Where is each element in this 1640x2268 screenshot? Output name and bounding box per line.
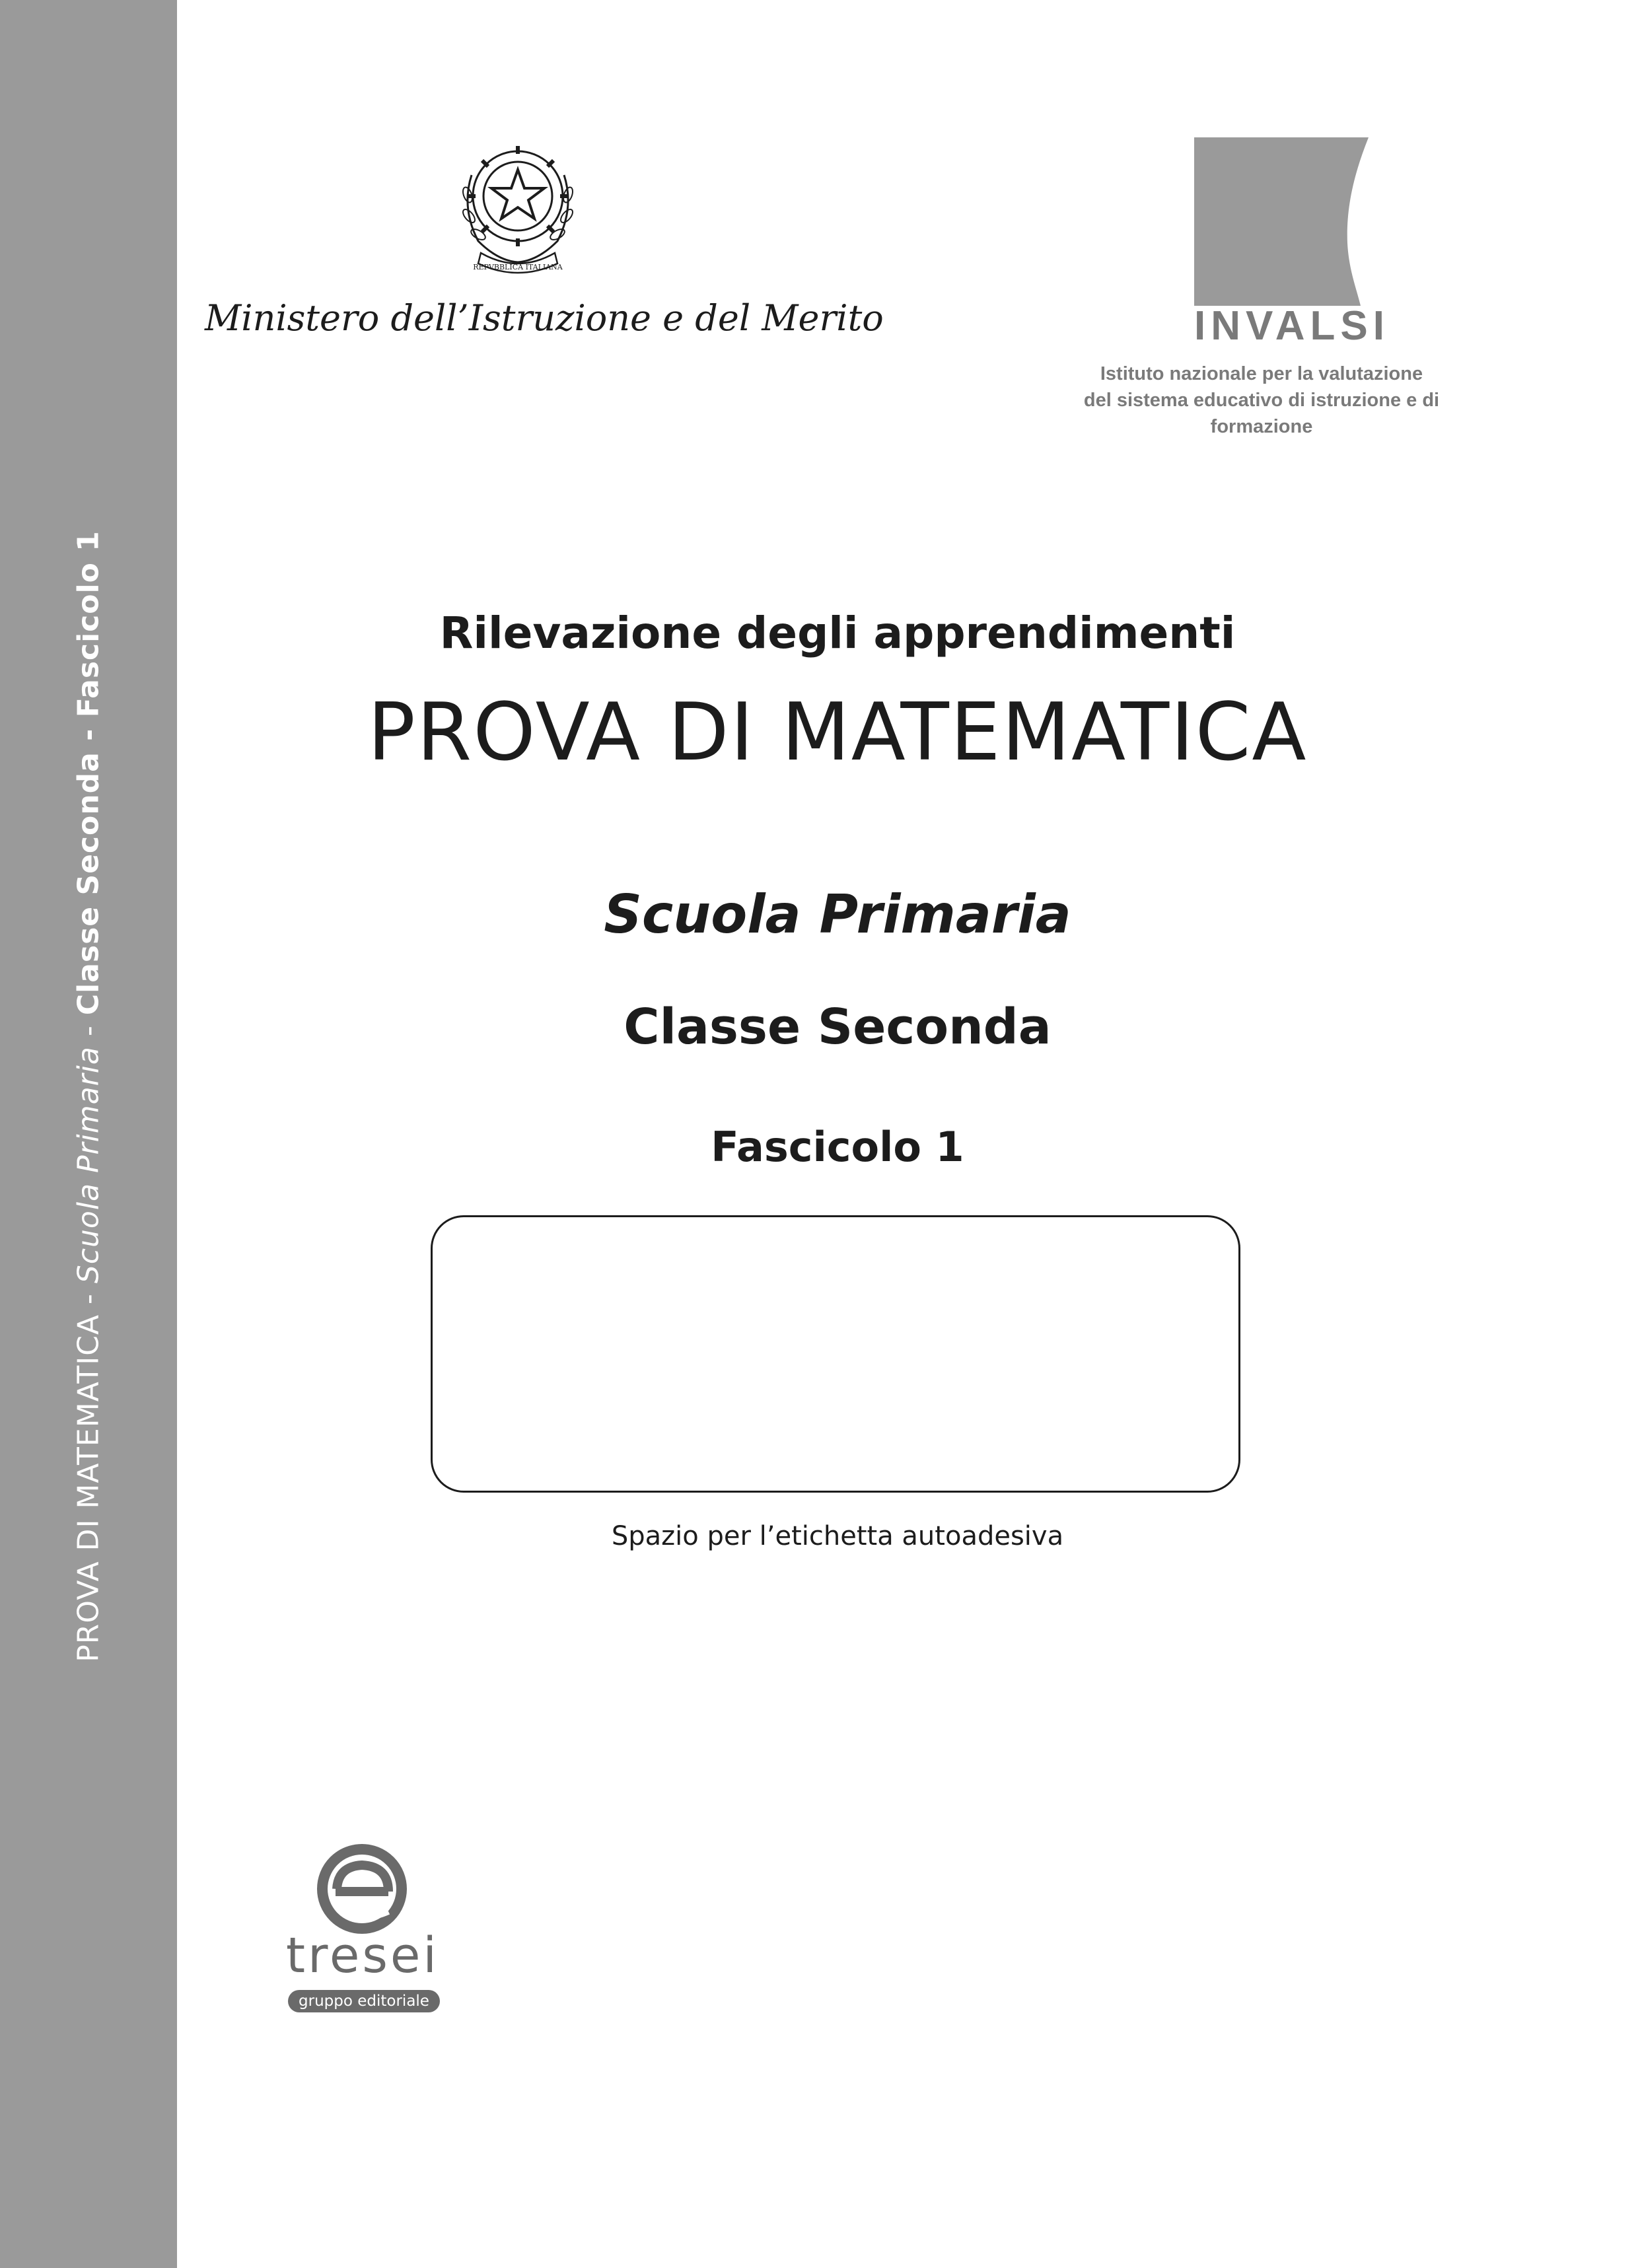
spine-part-class: Classe Seconda - Fascicolo 1 [71, 530, 106, 1016]
school-level: Scuola Primaria [604, 884, 1071, 945]
invalsi-flag-icon [1194, 137, 1369, 306]
invalsi-description-line-2: del sistema educativo di istruzione e di formazione [1083, 390, 1440, 437]
booklet-number: Fascicolo 1 [711, 1123, 964, 1171]
invalsi-name: INVALSI [1194, 303, 1390, 349]
ministry-name: Ministero dell’Istruzione e del Merito [205, 297, 884, 339]
invalsi-description-line-1: Istituto nazionale per la valutazione [1100, 363, 1423, 384]
spine-part-school: Scuola Primaria [71, 1046, 106, 1284]
subtitle: Rilevazione degli apprendimenti [439, 608, 1236, 658]
publisher-tagline: gruppo editoriale [288, 1990, 440, 2012]
publisher-name: tresei [286, 1927, 439, 1984]
svg-text:REPVBBLICA ITALIANA: REPVBBLICA ITALIANA [473, 263, 563, 271]
italian-republic-emblem-icon [452, 135, 584, 281]
class-level: Classe Seconda [624, 999, 1052, 1055]
invalsi-description [1030, 361, 1493, 440]
side-spine [0, 0, 177, 2268]
tresei-e-logo-icon [316, 1843, 408, 1935]
spine-title [72, 530, 106, 1662]
spine-part-separator: - [71, 1015, 106, 1047]
spine-part-title: PROVA DI MATEMATICA - [71, 1283, 106, 1662]
sticker-label-caption: Spazio per l’etichetta autoadesiva [611, 1521, 1064, 1551]
page-title: PROVA DI MATEMATICA [367, 687, 1308, 779]
sticker-label-box [431, 1215, 1240, 1493]
